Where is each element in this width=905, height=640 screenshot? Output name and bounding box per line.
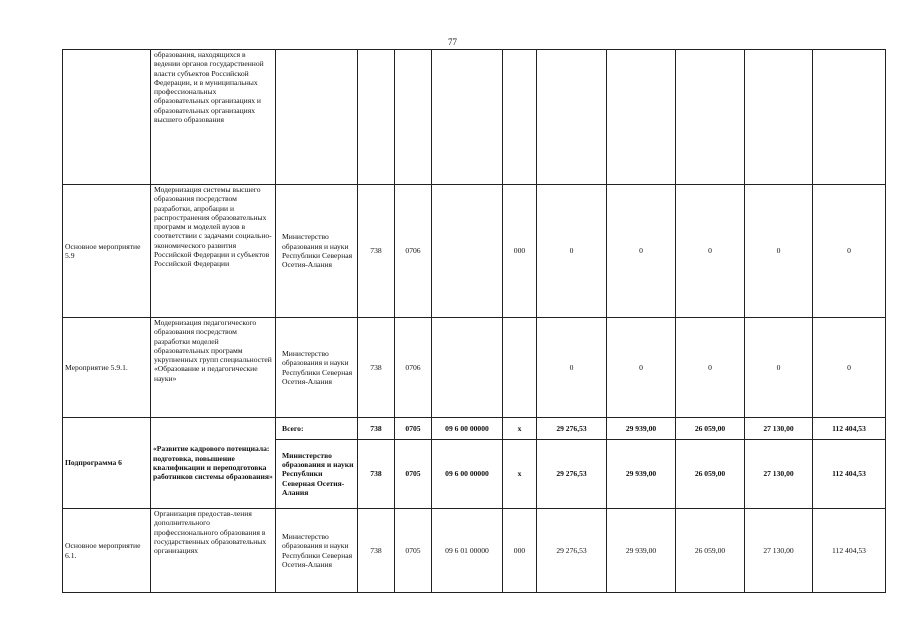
year4-cell: 27 130,00 [745,418,813,440]
subprogram-description-cell: «Развитие кадрового потенциала: подготовка, повышение квалификации и переподготовка работников системы образования» [151,418,276,509]
grbs-cell: 738 [358,418,395,440]
grbs-cell: 738 [358,185,395,318]
year3-cell: 0 [676,318,745,418]
total-cell [813,50,886,185]
total-cell: 112 404,53 [813,440,886,509]
csr-cell [432,185,503,318]
grbs-cell: 738 [358,440,395,509]
table-row [63,50,886,185]
year1-cell: 29 276,53 [537,509,607,593]
grbs-cell [358,50,395,185]
year4-cell: 0 [745,318,813,418]
row-description-cell: образования, находящихся в ведении органов государственной власти субъектов Российской Федерации, и в муниципальных профессиональных образовательных организациях и образовательных организациях высшего образования [151,50,276,185]
year1-cell: 29 276,53 [537,418,607,440]
vr-cell: х [503,418,537,440]
vr-cell [503,318,537,418]
executor-cell: Всего: [276,418,358,440]
year3-cell: 26 059,00 [676,418,745,440]
vr-cell [503,50,537,185]
year2-cell: 29 939,00 [607,509,676,593]
table-row [63,318,886,418]
executor-cell: Министерство образования и науки Республики Северная Осетия-Алания [276,185,358,318]
year2-cell: 29 939,00 [607,440,676,509]
rzpr-cell: 0705 [395,418,432,440]
subprogram-total-row [63,418,886,440]
executor-cell: Министерство образования и науки Республики Северная Осетия-Алания [276,509,358,593]
total-cell: 0 [813,318,886,418]
year3-cell: 26 059,00 [676,440,745,509]
year4-cell: 0 [745,185,813,318]
year4-cell [745,50,813,185]
table-row [63,509,886,593]
year1-cell: 0 [537,185,607,318]
year2-cell: 0 [607,318,676,418]
year4-cell: 27 130,00 [745,509,813,593]
year4-cell: 27 130,00 [745,440,813,509]
year1-cell: 0 [537,318,607,418]
row-description-cell: Организация предостав-ления дополнительного профессионального образования в государственных образовательных организациях [151,509,276,593]
total-cell: 112 404,53 [813,418,886,440]
csr-cell: 09 6 01 00000 [432,509,503,593]
rzpr-cell: 0705 [395,509,432,593]
year1-cell [537,50,607,185]
year2-cell: 0 [607,185,676,318]
vr-cell: 000 [503,185,537,318]
subprogram-name-cell: Подпрограмма 6 [63,418,151,509]
csr-cell: 09 6 00 00000 [432,418,503,440]
grbs-cell: 738 [358,509,395,593]
row-name-cell [63,50,151,185]
csr-cell [432,318,503,418]
year3-cell: 0 [676,185,745,318]
rzpr-cell: 0705 [395,440,432,509]
grbs-cell: 738 [358,318,395,418]
executor-cell: Министерство образования и науки Республики Северная Осетия-Алания [276,318,358,418]
executor-cell: Министерство образования и науки Республики Северная Осетия-Алания [276,440,358,509]
vr-cell: 000 [503,509,537,593]
executor-cell [276,50,358,185]
year3-cell [676,50,745,185]
year2-cell: 29 939,00 [607,418,676,440]
budget-table [62,49,886,593]
row-name-cell: Мероприятие 5.9.1. [63,318,151,418]
rzpr-cell: 0706 [395,185,432,318]
rzpr-cell [395,50,432,185]
row-description-cell: Модернизация системы высшего образования посредством разработки, апробации и распространения образовательных программ и моделей вузов в соответствии с задачами социально-экономического развития Российской Федерации и субъектов Российской Федерации [151,185,276,318]
vr-cell: х [503,440,537,509]
year2-cell [607,50,676,185]
year1-cell: 29 276,53 [537,440,607,509]
row-name-cell: Основное мероприятие 5.9 [63,185,151,318]
year3-cell: 26 059,00 [676,509,745,593]
total-cell: 112 404,53 [813,509,886,593]
total-cell: 0 [813,185,886,318]
row-description-cell: Модернизация педагогического образования посредством разработки моделей образовательных программ укрупненных групп специальностей «Образование и педагогические науки» [151,318,276,418]
table-row [63,185,886,318]
row-name-cell: Основное мероприятие 6.1. [63,509,151,593]
csr-cell [432,50,503,185]
page-number: 77 [448,37,457,47]
rzpr-cell: 0706 [395,318,432,418]
csr-cell: 09 6 00 00000 [432,440,503,509]
